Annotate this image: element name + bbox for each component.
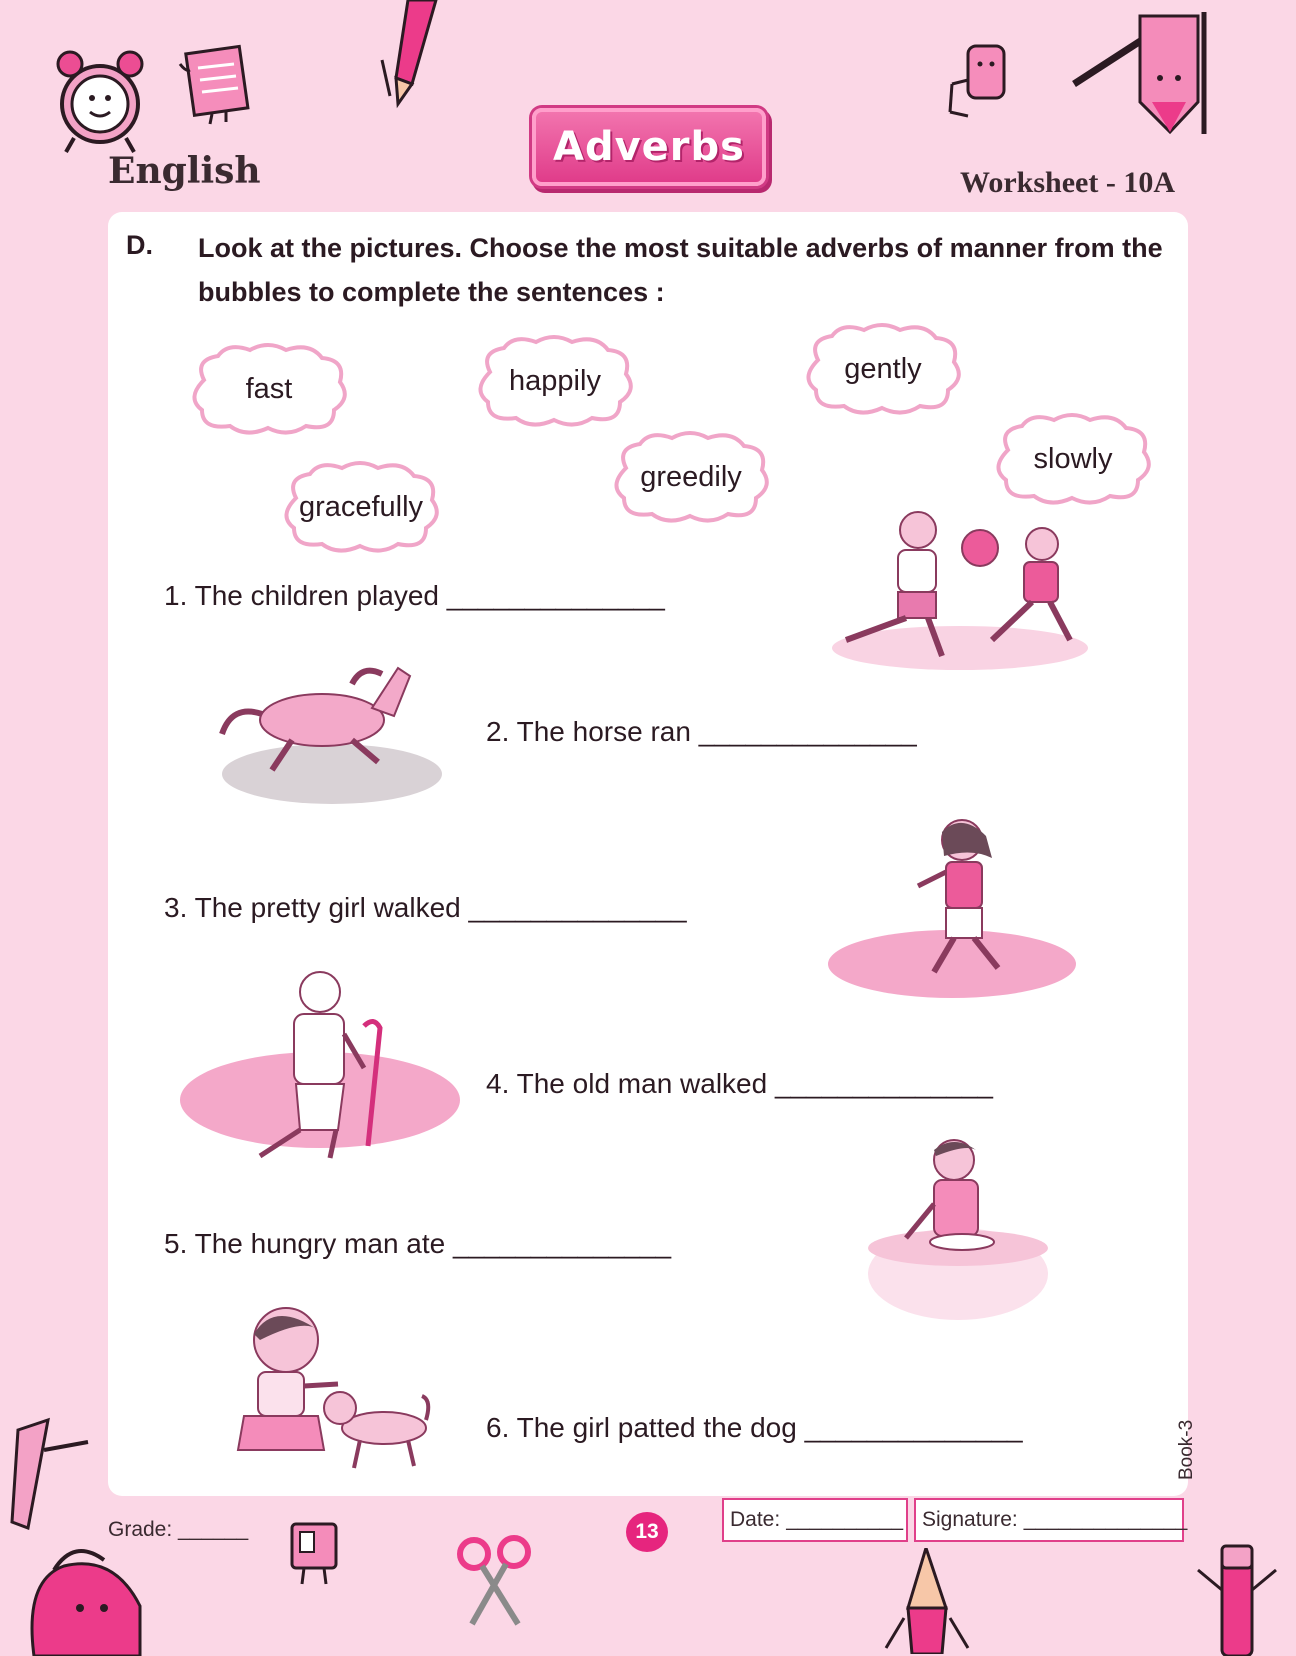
scissors-icon bbox=[456, 1534, 534, 1626]
pen-character-icon bbox=[1192, 1540, 1282, 1656]
bubble-word: gracefully bbox=[298, 490, 424, 523]
worksheet-number: Worksheet - 10A bbox=[960, 166, 1175, 199]
pencil-character-icon bbox=[1070, 6, 1210, 140]
subject-label: English bbox=[108, 150, 261, 192]
bubble-word: gently bbox=[844, 352, 922, 385]
sentence-1 bbox=[164, 580, 665, 612]
girl-patting-dog-illustration bbox=[214, 1300, 432, 1480]
signature-blank[interactable]: ______________ bbox=[1023, 1508, 1188, 1531]
bubble-gently bbox=[798, 320, 968, 418]
sentence-text: 4. The old man walked bbox=[486, 1068, 768, 1099]
sentence-text: 6. The girl patted the dog bbox=[486, 1412, 797, 1443]
eraser-icon bbox=[946, 40, 1026, 120]
page-number: 13 bbox=[626, 1512, 668, 1552]
bubble-word: greedily bbox=[640, 460, 742, 493]
answer-blank[interactable]: ______________ bbox=[468, 892, 687, 923]
alarm-clock-icon bbox=[52, 42, 148, 154]
grade-blank[interactable]: ______ bbox=[178, 1518, 249, 1541]
running-horse-illustration bbox=[212, 654, 462, 814]
children-playing-ball-illustration bbox=[826, 508, 1094, 678]
signature-label: Signature: bbox=[922, 1508, 1018, 1531]
date-box bbox=[722, 1498, 908, 1542]
question-letter: D. bbox=[126, 230, 153, 260]
bubble-greedily bbox=[606, 428, 776, 526]
girl-walking-illustration bbox=[822, 812, 1082, 1002]
bubble-word: slowly bbox=[1033, 442, 1113, 475]
sentence-5 bbox=[164, 1228, 671, 1260]
sentence-text: 5. The hungry man ate bbox=[164, 1228, 446, 1259]
sentence-2 bbox=[486, 716, 917, 748]
question-instruction: Look at the pictures. Choose the most suitable adverbs of manner from the bubbles to complete the sentences : bbox=[198, 233, 1163, 307]
sentence-4 bbox=[486, 1068, 993, 1100]
bubble-gracefully bbox=[276, 458, 446, 556]
grade-field bbox=[108, 1518, 248, 1542]
bubble-happily bbox=[470, 332, 640, 430]
sentence-text: 3. The pretty girl walked bbox=[164, 892, 461, 923]
notepad-icon bbox=[176, 42, 260, 126]
grade-label: Grade: bbox=[108, 1518, 173, 1541]
sentence-text: 1. The children played bbox=[164, 580, 439, 611]
date-label: Date: bbox=[730, 1508, 781, 1531]
bubble-word: fast bbox=[245, 372, 293, 405]
signature-box bbox=[914, 1498, 1188, 1542]
date-blank[interactable]: __________ bbox=[786, 1508, 903, 1531]
answer-blank[interactable]: ______________ bbox=[804, 1412, 1023, 1443]
bubble-slowly bbox=[988, 410, 1158, 508]
book-label: Book-3 bbox=[1176, 1419, 1197, 1480]
boy-eating-illustration bbox=[866, 1134, 1052, 1324]
pencil-character-bottom-icon bbox=[882, 1548, 972, 1654]
answer-blank[interactable]: ______________ bbox=[453, 1228, 672, 1259]
worksheet-title: Adverbs bbox=[553, 124, 745, 170]
old-man-with-cane-illustration bbox=[150, 970, 460, 1170]
answer-blank[interactable]: ______________ bbox=[446, 580, 665, 611]
ruler-character-icon bbox=[8, 1410, 92, 1530]
title-badge bbox=[532, 108, 766, 186]
pencil-icon bbox=[378, 0, 448, 110]
bubble-word: happily bbox=[509, 364, 601, 397]
bubble-fast bbox=[184, 340, 354, 438]
sentence-6 bbox=[486, 1412, 1023, 1444]
sharpener-icon bbox=[284, 1518, 344, 1588]
answer-blank[interactable]: ______________ bbox=[698, 716, 917, 747]
answer-blank[interactable]: ______________ bbox=[774, 1068, 993, 1099]
sentence-text: 2. The horse ran bbox=[486, 716, 691, 747]
sentence-3 bbox=[164, 892, 687, 924]
